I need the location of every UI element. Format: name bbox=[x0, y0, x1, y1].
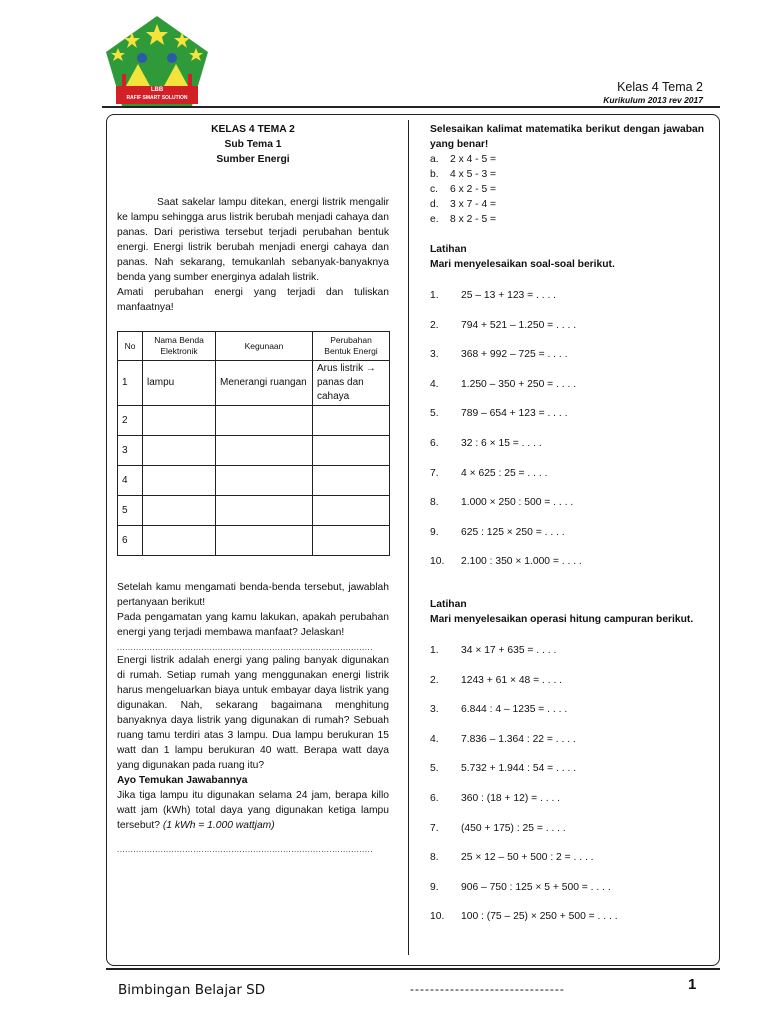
item-expr: 368 + 992 – 725 = . . . . bbox=[461, 349, 568, 361]
table-row bbox=[118, 526, 390, 556]
intro-paragraph: Saat sakelar lampu ditekan, energi listrik mengalir ke lampu sehingga arus listrik berubah menjadi cahaya dan panas. Dari peristiwa tersebut terjadi perubahan bentuk energi. Energi listrik berubah menjadi energi cahaya dan panas. Nah sekarang, temukanlah sebanyak-banyaknya benda yang sumber energinya adalah listrik. bbox=[117, 197, 389, 283]
item-number: 8. bbox=[430, 497, 439, 509]
item-expr: 6.844 : 4 – 1235 = . . . . bbox=[461, 704, 568, 716]
cell-no: 1 bbox=[118, 361, 143, 406]
cell-empty[interactable] bbox=[143, 526, 216, 556]
list-item bbox=[430, 495, 704, 525]
table-row bbox=[118, 496, 390, 526]
table-row bbox=[118, 406, 390, 436]
right-column bbox=[430, 122, 704, 939]
logo bbox=[102, 14, 212, 108]
item-expr: 906 – 750 : 125 × 5 + 500 = . . . . bbox=[461, 881, 611, 893]
item-expr: 1243 + 61 × 48 = . . . . bbox=[461, 674, 563, 686]
item-expr: 100 : (75 – 25) × 250 + 500 = . . . . bbox=[461, 911, 618, 923]
cell-empty[interactable] bbox=[313, 496, 390, 526]
left-column bbox=[117, 122, 389, 855]
left-title-1: KELAS 4 TEMA 2 bbox=[211, 124, 295, 135]
list-item bbox=[430, 406, 704, 436]
item-expr: 794 + 521 – 1.250 = . . . . bbox=[461, 319, 577, 331]
item-expr: 8 x 2 - 5 = bbox=[450, 214, 497, 225]
table-row bbox=[118, 466, 390, 496]
list-item bbox=[430, 554, 704, 584]
item-number: 9. bbox=[430, 526, 439, 538]
cell-empty[interactable] bbox=[143, 466, 216, 496]
kwh-question bbox=[117, 788, 389, 833]
header-title: Kelas 4 Tema 2 bbox=[617, 80, 703, 94]
item-expr: 32 : 6 × 15 = . . . . bbox=[461, 437, 542, 449]
cell-nama: lampu bbox=[143, 361, 216, 406]
left-title-2: Sub Tema 1 bbox=[224, 139, 282, 150]
item-number: 10. bbox=[430, 911, 445, 923]
table-header-row bbox=[118, 332, 390, 361]
footer-dashes: ------------------------------- bbox=[410, 982, 565, 996]
cell-no: 5 bbox=[118, 496, 143, 526]
list-item bbox=[430, 880, 704, 910]
item-number: 6. bbox=[430, 792, 439, 804]
item-label: a. bbox=[430, 154, 439, 165]
list-item bbox=[430, 377, 704, 407]
list-item bbox=[430, 909, 704, 939]
item-expr: 7.836 – 1.364 : 22 = . . . . bbox=[461, 733, 576, 745]
item-number: 3. bbox=[430, 704, 439, 716]
list-item bbox=[430, 288, 704, 318]
list-item bbox=[430, 347, 704, 377]
cell-kegunaan: Menerangi ruangan bbox=[216, 361, 313, 406]
item-number: 5. bbox=[430, 763, 439, 775]
exercise-list-2 bbox=[430, 643, 704, 939]
th-perubahan: Perubahan Bentuk Energi bbox=[313, 332, 390, 361]
item-expr: 625 : 125 × 250 = . . . . bbox=[461, 526, 565, 538]
column-divider bbox=[408, 120, 409, 955]
footer-rule bbox=[106, 968, 720, 970]
item-expr: 3 x 7 - 4 = bbox=[450, 199, 497, 210]
cell-no: 4 bbox=[118, 466, 143, 496]
list-item bbox=[430, 673, 704, 703]
page-number: 1 bbox=[688, 976, 697, 993]
list-item bbox=[430, 466, 704, 496]
item-expr: 789 – 654 + 123 = . . . . bbox=[461, 408, 568, 420]
item-expr: 1.000 × 250 : 500 = . . . . bbox=[461, 497, 574, 509]
item-expr: (450 + 175) : 25 = . . . . bbox=[461, 822, 566, 834]
item-expr: 25 – 13 + 123 = . . . . bbox=[461, 290, 557, 301]
list-item bbox=[430, 318, 704, 348]
section-heading-ayo: Ayo Temukan Jawabannya bbox=[117, 775, 248, 786]
item-expr: 5.732 + 1.944 : 54 = . . . . bbox=[461, 763, 577, 775]
instruction-paragraph: Amati perubahan energi yang terjadi dan tuliskan manfaatnya! bbox=[117, 287, 389, 313]
item-label: c. bbox=[430, 184, 439, 195]
item-expr: 2.100 : 350 × 1.000 = . . . . bbox=[461, 556, 582, 568]
th-no: No bbox=[118, 332, 143, 361]
answer-line-1[interactable]: .............................................................................................. bbox=[117, 643, 373, 652]
item-expr: 6 x 2 - 5 = bbox=[450, 184, 497, 195]
item-number: 9. bbox=[430, 881, 439, 893]
question-text: Pada pengamatan yang kamu lakukan, apakah perubahan energi yang terjadi membawa manfaat? Jelaskan! bbox=[117, 612, 389, 638]
list-item bbox=[430, 436, 704, 466]
list-item bbox=[430, 212, 704, 227]
list-item bbox=[430, 197, 704, 212]
header-subtitle: Kurikulum 2013 rev 2017 bbox=[603, 95, 703, 105]
cell-no: 3 bbox=[118, 436, 143, 466]
table-row bbox=[118, 436, 390, 466]
item-number: 8. bbox=[430, 852, 439, 864]
item-number: 7. bbox=[430, 822, 439, 834]
item-label: e. bbox=[430, 214, 439, 225]
footer-label: Bimbingan Belajar SD bbox=[118, 982, 266, 998]
list-item bbox=[430, 525, 704, 555]
cell-empty[interactable] bbox=[313, 406, 390, 436]
exercise-list-a bbox=[430, 152, 704, 227]
item-expr: 4 x 5 - 3 = bbox=[450, 169, 497, 180]
latihan-subheading-2: Mari menyelesaikan operasi hitung campuran berikut. bbox=[430, 613, 694, 625]
electricity-paragraph: Energi listrik adalah energi yang paling banyak digunakan di rumah. Setiap rumah yang menggunakan energi listrik harus mengeluarkan biaya untuk embayar daya listrik yang digunakan. Nah, sekarang bagaimana menghitung banyaknya daya listrik yang digunakan di rumah? Sebuah ruang tamu terdiri atas 3 lampu. Dua lampu berukuran 15 watt dan 1 lampu berukuran 40 watt. Berapa watt daya yang digunakan pada ruang itu? bbox=[117, 655, 389, 771]
cell-empty[interactable] bbox=[313, 436, 390, 466]
cell-empty[interactable] bbox=[143, 436, 216, 466]
item-expr: 25 × 12 – 50 + 500 : 2 = . . . . bbox=[461, 852, 594, 864]
item-number: 2. bbox=[430, 674, 439, 686]
header-rule bbox=[102, 106, 720, 108]
list-item bbox=[430, 167, 704, 182]
cell-empty[interactable] bbox=[216, 466, 313, 496]
item-number: 4. bbox=[430, 733, 439, 745]
item-number: 4. bbox=[430, 378, 439, 390]
exercise-intro: Selesaikan kalimat matematika berikut dengan jawaban yang benar! bbox=[430, 124, 704, 150]
cell-no: 2 bbox=[118, 406, 143, 436]
list-item bbox=[430, 850, 704, 880]
list-item bbox=[430, 182, 704, 197]
item-expr: 1.250 – 350 + 250 = . . . . bbox=[461, 378, 577, 390]
item-number: 3. bbox=[430, 349, 439, 361]
cell-perubahan: Arus listrik → panas dan cahaya bbox=[313, 361, 390, 406]
item-number: 1. bbox=[430, 290, 439, 301]
item-number: 6. bbox=[430, 437, 439, 449]
item-expr: 4 × 625 : 25 = . . . . bbox=[461, 467, 548, 479]
cell-empty[interactable] bbox=[216, 406, 313, 436]
list-item bbox=[430, 702, 704, 732]
cell-no: 6 bbox=[118, 526, 143, 556]
energy-table bbox=[117, 331, 390, 556]
item-expr: 34 × 17 + 635 = . . . . bbox=[461, 644, 557, 656]
item-number: 7. bbox=[430, 467, 439, 479]
logo-text-lbb: LBB bbox=[150, 87, 164, 93]
list-item bbox=[430, 152, 704, 167]
table-row bbox=[118, 361, 390, 406]
item-expr: 360 : (18 + 12) = . . . . bbox=[461, 792, 561, 804]
cell-empty[interactable] bbox=[143, 406, 216, 436]
item-number: 5. bbox=[430, 408, 439, 420]
cell-empty[interactable] bbox=[216, 496, 313, 526]
item-expr: 2 x 4 - 5 = bbox=[450, 154, 497, 165]
question-intro: Setelah kamu mengamati benda-benda tersebut, jawablah pertanyaan berikut! bbox=[117, 582, 389, 608]
cell-empty[interactable] bbox=[313, 526, 390, 556]
item-label: b. bbox=[430, 169, 439, 180]
cell-empty[interactable] bbox=[216, 526, 313, 556]
th-nama: Nama Benda Elektronik bbox=[143, 332, 216, 361]
list-item bbox=[430, 643, 704, 673]
kwh-note: (1 kWh = 1.000 wattjam) bbox=[162, 820, 275, 831]
list-item bbox=[430, 791, 704, 821]
th-kegunaan: Kegunaan bbox=[216, 332, 313, 361]
latihan-subheading-1: Mari menyelesaikan soal-soal berikut. bbox=[430, 259, 615, 270]
cell-empty[interactable] bbox=[216, 436, 313, 466]
item-number: 2. bbox=[430, 319, 439, 331]
answer-line-2[interactable]: .............................................................................................. bbox=[117, 845, 373, 854]
cell-empty[interactable] bbox=[313, 466, 390, 496]
logo-text-name: RAFIF SMART SOLUTION bbox=[126, 95, 188, 101]
item-label: d. bbox=[430, 199, 439, 210]
left-title-3: Sumber Energi bbox=[216, 154, 290, 165]
list-item bbox=[430, 761, 704, 791]
page-header bbox=[603, 80, 703, 105]
item-number: 1. bbox=[430, 644, 439, 656]
list-item bbox=[430, 821, 704, 851]
exercise-list-1 bbox=[430, 288, 704, 584]
latihan-heading-1: Latihan bbox=[430, 244, 467, 255]
list-item bbox=[430, 732, 704, 762]
latihan-heading-2: Latihan bbox=[430, 598, 467, 610]
cell-empty[interactable] bbox=[143, 496, 216, 526]
item-number: 10. bbox=[430, 556, 445, 568]
kwh-question-text: Jika tiga lampu itu digunakan selama 24 jam, berapa killo watt jam (kWh) total daya yang digunakan ketiga lampu tersebut? bbox=[117, 790, 389, 831]
